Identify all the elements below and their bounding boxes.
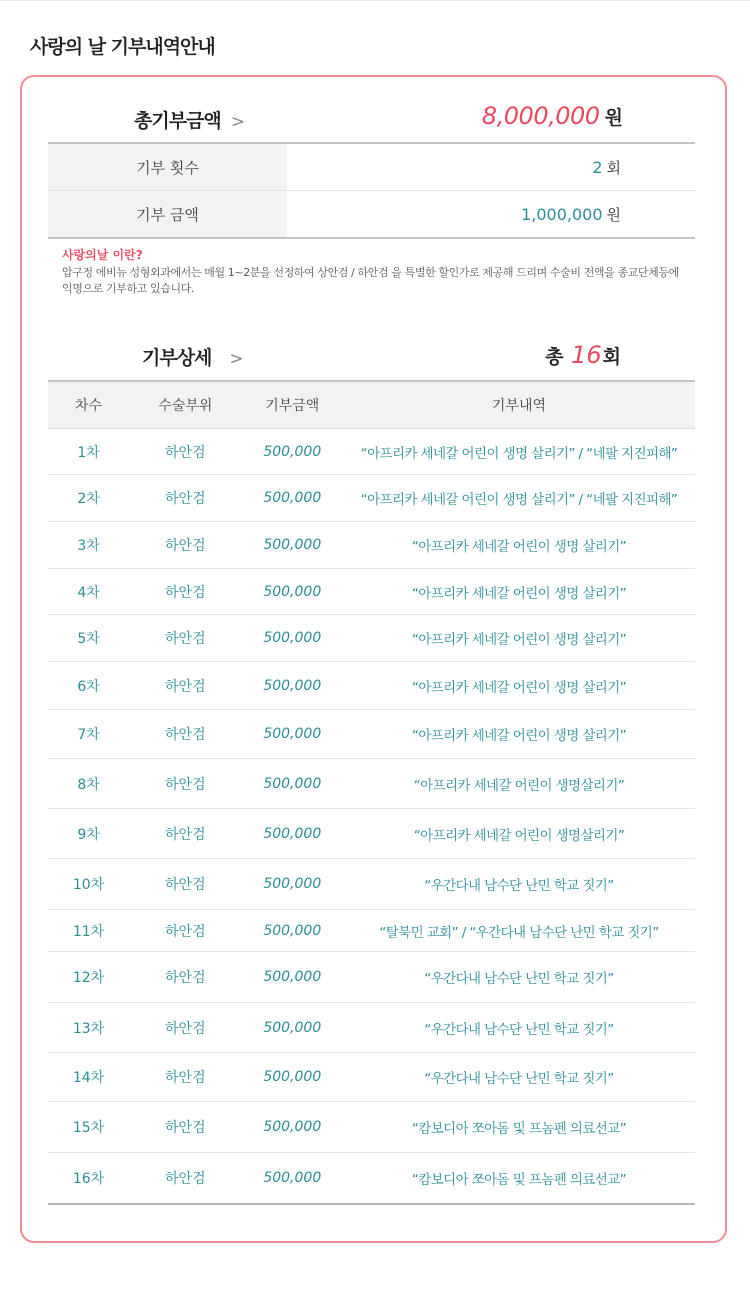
donation-description-cell: “우간다내 남수단 난민 학교 짓기” xyxy=(343,1053,695,1102)
column-header-round: 차수 xyxy=(48,381,129,429)
surgery-area-cell: 하안검 xyxy=(129,522,242,569)
surgery-area-cell: 하안검 xyxy=(129,429,242,475)
donation-description-cell: “아프리카 세네갈 어린이 생명 살리기” xyxy=(343,662,695,710)
surgery-area-cell: 하안검 xyxy=(129,569,242,615)
summary-row-label: 기부 금액 xyxy=(48,191,287,239)
donation-description-cell: “우간다내 남수단 난민 학교 짓기” xyxy=(343,859,695,910)
round-cell: 11차 xyxy=(48,910,129,952)
summary-title: 총기부금액 xyxy=(134,110,221,132)
round-cell: 2차 xyxy=(48,475,129,522)
summary-row-label: 기부 횟수 xyxy=(48,143,287,191)
round-cell: 9차 xyxy=(48,809,129,859)
donation-description-cell: “아프리카 세네갈 어린이 생명살리기” xyxy=(343,809,695,859)
table-row xyxy=(48,759,695,809)
surgery-area-cell: 하안검 xyxy=(129,475,242,522)
donation-amount-unit: 원 xyxy=(606,205,621,224)
surgery-area-cell: 하안검 xyxy=(129,1053,242,1102)
round-cell: 1차 xyxy=(48,429,129,475)
summary-row-amount xyxy=(48,191,695,239)
donation-amount-cell: 500,000 xyxy=(242,859,343,910)
table-row xyxy=(48,1102,695,1153)
note-title: 사랑의날 이란? xyxy=(62,248,143,262)
detail-header xyxy=(48,339,695,379)
donation-amount: 1,000,000 xyxy=(521,204,603,224)
detail-total-count: 16 xyxy=(571,341,602,369)
detail-table-body xyxy=(48,429,695,1204)
round-cell: 10차 xyxy=(48,859,129,910)
summary-row-value xyxy=(287,191,695,239)
table-row xyxy=(48,910,695,952)
column-header-amount: 기부금액 xyxy=(242,381,343,429)
detail-title-link[interactable] xyxy=(142,343,243,370)
summary-total-amount: 8,000,000 xyxy=(481,102,600,130)
table-row xyxy=(48,522,695,569)
donation-description-cell: “아프리카 세네갈 어린이 생명 살리기” / “네팔 지진피해” xyxy=(343,429,695,475)
round-cell: 16차 xyxy=(72,1170,105,1187)
table-row xyxy=(48,475,695,522)
surgery-area-cell: 하안검 xyxy=(129,910,242,952)
donation-amount-cell: 500,000 xyxy=(242,710,343,759)
round-cell: 7차 xyxy=(48,710,129,759)
round-cell: 15차 xyxy=(48,1102,129,1153)
table-row xyxy=(48,952,695,1003)
table-row xyxy=(48,662,695,710)
table-row xyxy=(48,1053,695,1102)
round-cell: 14차 xyxy=(48,1053,129,1102)
table-row xyxy=(48,710,695,759)
table-row xyxy=(48,429,695,475)
table-row xyxy=(48,1003,695,1053)
donation-description-cell: “아프리카 세네갈 어린이 생명살리기” xyxy=(343,759,695,809)
round-cell: 6차 xyxy=(48,662,129,710)
detail-total xyxy=(545,341,621,369)
summary-total-unit: 원 xyxy=(604,107,623,129)
donation-description-cell: “아프리카 세네갈 어린이 생명 살리기” xyxy=(343,615,695,662)
table-row xyxy=(48,809,695,859)
column-header-area: 수술부위 xyxy=(129,381,242,429)
donation-description-cell: “아프리카 세네갈 어린이 생명 살리기” xyxy=(343,569,695,615)
donation-amount-cell: 500,000 xyxy=(242,1102,343,1153)
round-cell: 3차 xyxy=(48,522,129,569)
summary-table xyxy=(48,142,695,239)
donation-amount-cell: 500,000 xyxy=(263,1169,322,1186)
surgery-area-cell: 하안검 xyxy=(129,1003,242,1053)
summary-row-value xyxy=(287,143,695,191)
surgery-area-cell: 하안검 xyxy=(129,952,242,1003)
donation-description-cell: “우간다내 남수단 난민 학교 짓기” xyxy=(343,1003,695,1053)
round-cell: 5차 xyxy=(48,615,129,662)
donation-count-unit: 회 xyxy=(606,158,621,177)
column-header-description: 기부내역 xyxy=(343,381,695,429)
surgery-area-cell: 하안검 xyxy=(129,710,242,759)
round-cell: 13차 xyxy=(48,1003,129,1053)
surgery-area-cell: 하안검 xyxy=(129,615,242,662)
donation-description-cell: “아프리카 세네갈 어린이 생명 살리기” / “네팔 지진피해” xyxy=(343,475,695,522)
surgery-area-cell: 하안검 xyxy=(129,859,242,910)
surgery-area-cell: 하안검 xyxy=(165,1170,206,1187)
surgery-area-cell: 하안검 xyxy=(129,1102,242,1153)
round-cell: 12차 xyxy=(48,952,129,1003)
donation-amount-cell: 500,000 xyxy=(242,522,343,569)
chevron-right-icon: > xyxy=(229,349,243,369)
donation-amount-cell: 500,000 xyxy=(242,910,343,952)
summary-total xyxy=(482,102,623,130)
table-row xyxy=(48,569,695,615)
surgery-area-cell: 하안검 xyxy=(129,662,242,710)
detail-total-suffix: 회 xyxy=(602,346,621,368)
round-cell: 8차 xyxy=(48,759,129,809)
summary-header xyxy=(48,102,695,144)
donation-description-cell: “탈북민 교회” / “우간다내 남수단 난민 학교 짓기” xyxy=(343,910,695,952)
donation-description-cell: “아프리카 세네갈 어린이 생명 살리기” xyxy=(343,710,695,759)
donation-description-cell: “캄보디아 쪼아돔 및 프놈펜 의료선교” xyxy=(343,1102,695,1153)
summary-row-count xyxy=(48,143,695,191)
donation-amount-cell: 500,000 xyxy=(242,475,343,522)
chevron-right-icon: > xyxy=(230,112,245,132)
note-body: 압구정 에비뉴 성형외과에서는 매월 1~2분을 선정하여 상안검 / 하안검 을 특별한 할인가로 제공해 드리며 수술비 전액을 종교단체등에 익명으로 기부하고 있습니다. xyxy=(62,266,679,295)
donation-description-cell: “캄보디아 쪼아돔 및 프놈펜 의료선교” xyxy=(411,1171,627,1188)
donation-count: 2 xyxy=(592,157,603,177)
donation-amount-cell: 500,000 xyxy=(242,809,343,859)
donation-amount-cell: 500,000 xyxy=(242,1003,343,1053)
table-row xyxy=(48,859,695,910)
donation-description-cell: “아프리카 세네갈 어린이 생명 살리기” xyxy=(343,522,695,569)
round-cell: 4차 xyxy=(48,569,129,615)
detail-title: 기부상세 xyxy=(142,347,212,369)
donation-amount-cell: 500,000 xyxy=(242,1053,343,1102)
table-row xyxy=(48,1153,695,1204)
table-header-row xyxy=(48,381,695,429)
table-row xyxy=(48,615,695,662)
page-title: 사랑의 날 기부내역안내 xyxy=(30,36,215,58)
surgery-area-cell: 하안검 xyxy=(129,809,242,859)
donation-amount-cell: 500,000 xyxy=(242,615,343,662)
detail-total-prefix: 총 xyxy=(545,346,564,368)
donation-amount-cell: 500,000 xyxy=(242,952,343,1003)
donation-description-cell: “우간다내 남수단 난민 학교 짓기” xyxy=(343,952,695,1003)
surgery-area-cell: 하안검 xyxy=(129,759,242,809)
donation-detail-table xyxy=(48,380,695,1205)
summary-title-link[interactable] xyxy=(134,106,244,133)
donation-amount-cell: 500,000 xyxy=(242,662,343,710)
donation-amount-cell: 500,000 xyxy=(242,569,343,615)
love-day-note xyxy=(62,246,682,297)
donation-amount-cell: 500,000 xyxy=(242,429,343,475)
donation-amount-cell: 500,000 xyxy=(242,759,343,809)
